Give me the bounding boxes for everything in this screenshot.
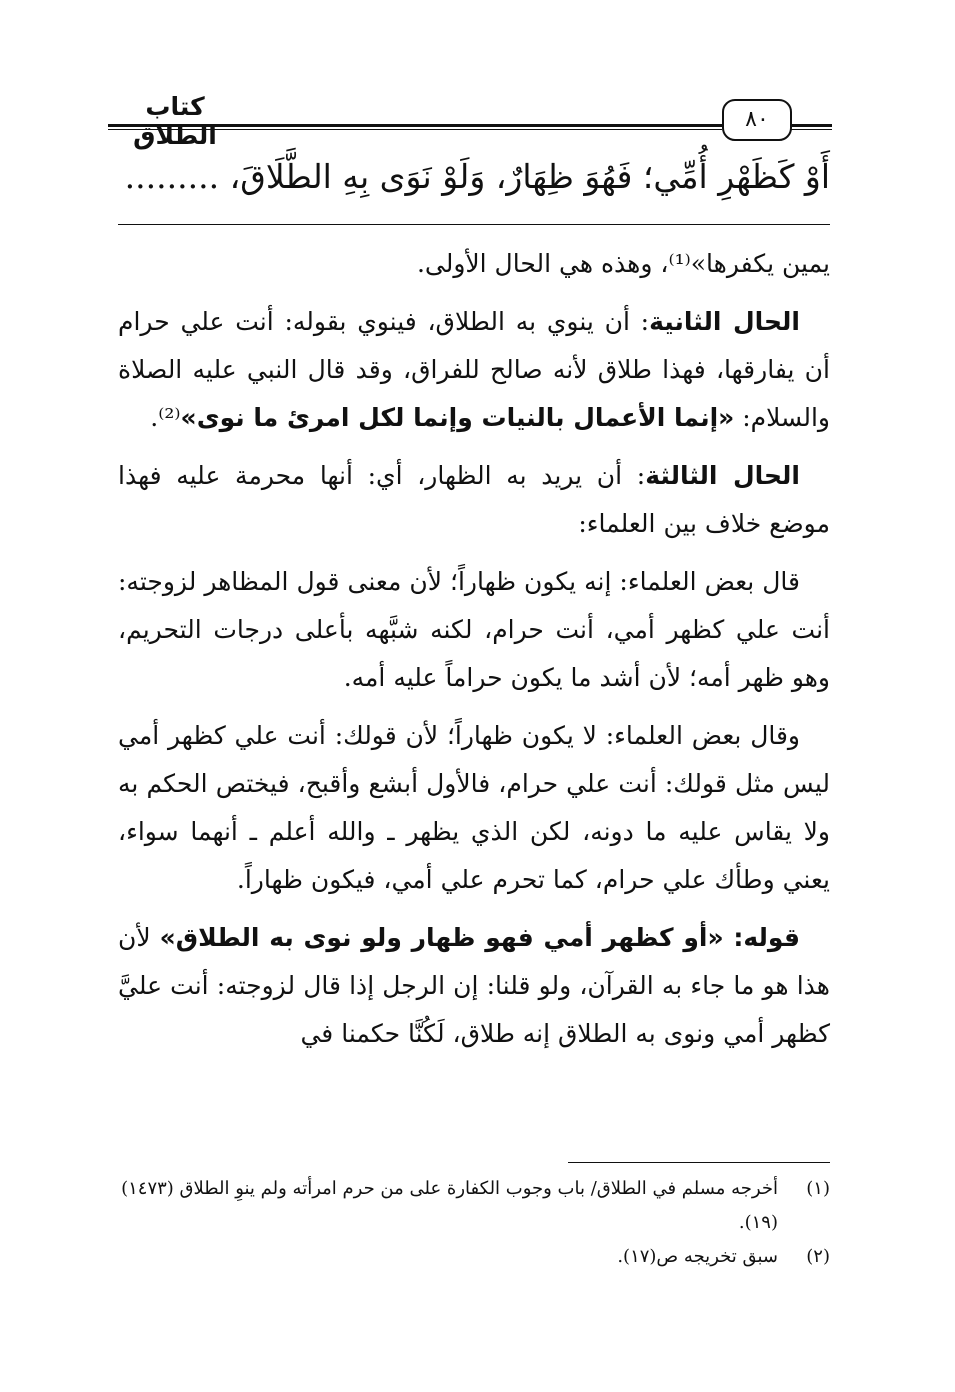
paragraph-text: وقال بعض العلماء: لا يكون ظهاراً؛ لأن قولك: أنت علي كظهر أمي ليس مثل قولك: أنت علي حرام، فالأول أبشع وأقبح، فيختص الحكم به ولا يقاس عليه ما دونه، لكن الذي يظهر ـ والله أعلم ـ أنهما سواء، يعني وطأك علي حرام، كما تحرم علي أمي، فيكون ظهاراً. (118, 721, 830, 894)
header-rule-thin (108, 129, 722, 130)
footnote-separator (568, 1162, 830, 1163)
footnote-number: (٢) (806, 1246, 830, 1267)
footnote (118, 1240, 830, 1274)
page-number: ٨٠ (722, 99, 792, 141)
matn-quote: «أو كظهر أمي فهو ظهار ولو نوى به الطلاق» (159, 923, 734, 952)
paragraph-lead: الحال الثانية (649, 307, 800, 336)
paragraph-text: لأن هذا هو ما جاء به القرآن، ولو قلنا: إن الرجل إذا قال لزوجته: أنت عليَّ كظهر أمي ونوى به الطلاق إنه طلاق، لَكُنَّا حكمنا في (118, 923, 830, 1048)
paragraph (118, 240, 830, 288)
paragraph-text: : أن يريد به الظهار، أي: أنها محرمة عليه فهذا موضع خلاف بين العلماء: (118, 461, 830, 538)
footnotes (118, 1172, 830, 1274)
header-rule (108, 124, 722, 127)
header-rule-right-thin (790, 129, 832, 130)
matn-line: أَوْ كَظَهْرِ أُمِّي؛ فَهُوَ ظِهَارٌ، وَلَوْ نَوَى بِهِ الطَّلَاقَ، ......... (124, 157, 830, 196)
paragraph (118, 914, 830, 1058)
footnote-text: سبق تخريجه ص(١٧). (617, 1246, 778, 1267)
paragraph-text: : أن ينوي به الطلاق، فينوي بقوله: أنت علي حرام أن يفارقها، فهذا طلاق لأنه صالح للفراق، وقد قال النبي عليه الصلاة والسلام: (118, 307, 830, 432)
footnote (118, 1172, 830, 1240)
paragraph (118, 558, 830, 702)
hadith-quote: «إنما الأعمال بالنيات وإنما لكل امرئ ما نوى» (180, 403, 735, 432)
paragraph (118, 298, 830, 442)
footnote-ref: ⁽²⁾. (150, 403, 181, 432)
paragraph (118, 452, 830, 548)
paragraph-lead: قوله: (733, 923, 800, 952)
header-rule-right (790, 124, 832, 127)
footnote-number: (١) (806, 1178, 830, 1199)
paragraph-text: قال بعض العلماء: إنه يكون ظهاراً؛ لأن معنى قول المظاهر لزوجته: أنت علي كظهر أمي، أنت حرام، لكنه شبَّهه بأعلى درجات التحريم، وهو ظهر أمه؛ لأن أشد ما يكون حراماً عليه أمه. (118, 567, 830, 692)
running-header-title: كتاب الطلاق (133, 92, 217, 150)
paragraph-lead: الحال الثالثة (645, 461, 800, 490)
footnote-text: أخرجه مسلم في الطلاق/ باب وجوب الكفارة على من حرم امرأته ولم ينوِ الطلاق (١٤٧٣) (١٩). (121, 1178, 778, 1233)
paragraph-text: يمين يكفرها»⁽¹⁾، وهذه هي الحال الأولى. (416, 249, 830, 278)
matn-separator (118, 224, 830, 225)
paragraph (118, 712, 830, 904)
commentary-body (118, 240, 830, 1068)
